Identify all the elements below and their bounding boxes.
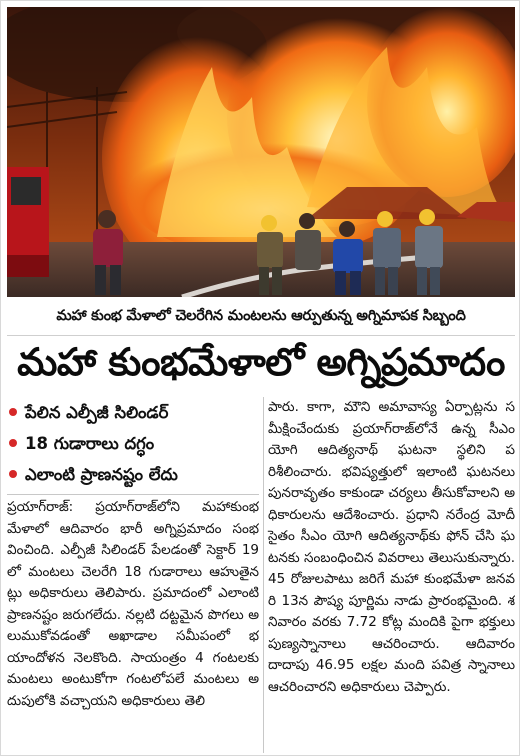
article-body-right: పారు. కాగా, మౌని అమావాస్య ఏర్పాట్లను సమీక్షించేందుకు ప్రయాగ్‌రాజ్‌లోనే ఉన్న సీఎం యోగి ఆదిత్యనాథ్ ఘటనా స్థలిని పరిశీలించారు. భవిష్యత్తులో ఇలాంటి ఘటనలు పునరావృతం కాకుండా చర్యలు తీసుకోవాలని అధికారులను ఆదేశించారు. ప్రధాని నరేంద్ర మోదీ సైతం సీఎం యోగి ఆదిత్యనాథ్‌కు ఫోన్ చేసి ఘటనకు సంబంధించిన వివరాలు తెలుసుకున్నారు. 45 రోజులపాటు జరిగే మహా కుంభమేళా జనవరి 13న పౌష్య పూర్ణిమ నాడు ప్రారంభమైంది. శనివారం వరకు 7.72 కోట్ల మందికి పైగా భక్తులు పుణ్యస్నానాలు ఆచరించారు. ఆదివారం దాదాపు 46.95 లక్షల మంది పవిత్ర స్నానాలు ఆచరించారని అధికారులు చెప్పారు. (268, 399, 515, 695)
photo-caption: మహా కుంభ మేళాలో చెలరేగిన మంటలను ఆర్పుతున్న అగ్నిమాపక సిబ్బంది (7, 301, 515, 336)
bullet-dot-icon (9, 439, 17, 447)
highlight-item (7, 397, 259, 428)
highlight-text: 18 గుడారాలు దగ్ధం (25, 434, 155, 453)
highlights-list (7, 397, 259, 490)
left-column (7, 397, 259, 753)
highlight-text: ఎలాంటి ప్రాణనష్టం లేదు (25, 465, 178, 484)
article-body-left: ప్రయాగ్‌రాజ్‌: ప్రయాగ్‌రాజ్‌లోని మహాకుంభమేళాలో ఆదివారం భారీ అగ్నిప్రమాదం సంభవించింది. ఎల్పీజీ సిలిండర్ పేలడంతో సెక్టార్ 19లో మంటలు చెలరేగి 18 గుడారాలు ఆహుతైనట్లు అధికారులు తెలిపారు. ప్రమాదంలో ఎలాంటి ప్రాణనష్టం జరుగలేదు. నల్లటి దట్టమైన పొగలు అలుముకోవడంతో అఖాడాల సమీపంలో భయాందోళన నెలకొంది. సాయంత్రం 4 గంటలకు మంటలు అంటుకోగా గంటలోపలే మంటలు అదుపులోకి వచ్చాయని అధికారులు తెలి (7, 499, 259, 709)
highlight-text: పేలిన ఎల్పీజీ సిలిండర్ (25, 403, 169, 422)
highlight-item (7, 459, 259, 490)
bullet-dot-icon (9, 408, 17, 416)
fire-photo (7, 7, 515, 297)
headline: మహా కుంభమేళాలో అగ్నిప్రమాదం (17, 341, 505, 384)
fire-scene-illustration (7, 7, 515, 297)
bullet-dot-icon (9, 470, 17, 478)
right-column (263, 397, 515, 753)
section-divider (7, 494, 259, 495)
highlight-item (7, 428, 259, 459)
